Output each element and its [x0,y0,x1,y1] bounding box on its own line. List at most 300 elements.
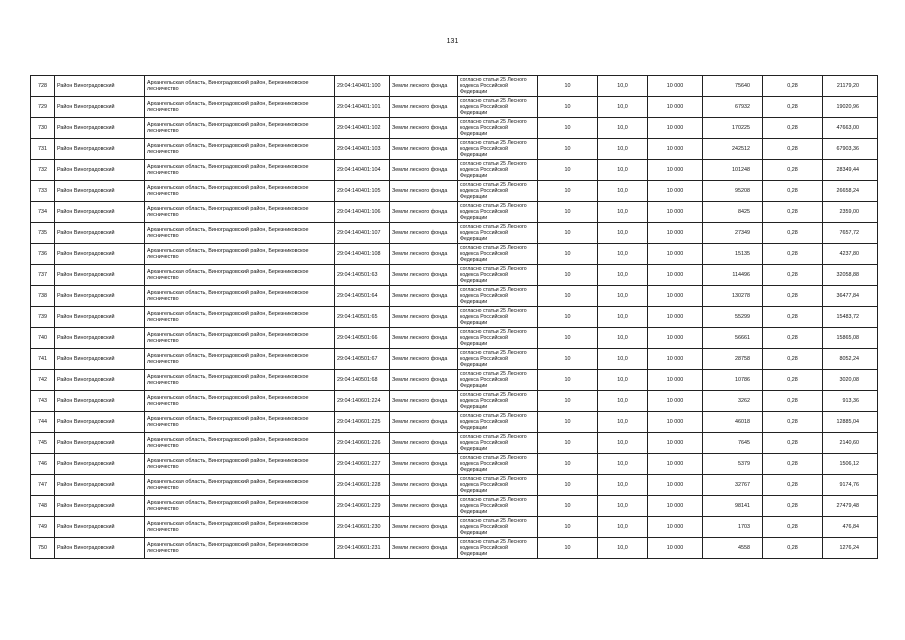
sum-cell: 913,36 [823,391,878,412]
table-row [31,265,878,286]
sum-cell: 19020,96 [823,97,878,118]
table-row [31,139,878,160]
legal-basis-cell: согласно статьи 25 Лесного кодекса Российской Федерации [458,160,538,181]
value-cell-3: 10 000 [648,97,703,118]
land-registry-table [30,75,878,559]
rate-cell: 0,28 [763,475,823,496]
region-cell: Район Виноградовский [55,118,145,139]
value-cell-2: 10,0 [598,475,648,496]
area-cell: 98141 [703,496,763,517]
legal-basis-cell: согласно статьи 25 Лесного кодекса Российской Федерации [458,391,538,412]
legal-basis-cell: согласно статьи 25 Лесного кодекса Российской Федерации [458,454,538,475]
row-number: 748 [31,496,55,517]
sum-cell: 1506,12 [823,454,878,475]
rate-cell: 0,28 [763,517,823,538]
value-cell-2: 10,0 [598,370,648,391]
table-row [31,223,878,244]
value-cell-2: 10,0 [598,97,648,118]
table-row [31,496,878,517]
value-cell-1: 10 [538,139,598,160]
cadastral-number-cell: 29:04:140401:107 [335,223,390,244]
cadastral-number-cell: 29:04:140601:226 [335,433,390,454]
row-number: 729 [31,97,55,118]
sum-cell: 9174,76 [823,475,878,496]
value-cell-2: 10,0 [598,391,648,412]
row-number: 739 [31,307,55,328]
row-number: 730 [31,118,55,139]
land-category-cell: Земли лесного фонда [390,265,458,286]
sum-cell: 2359,00 [823,202,878,223]
rate-cell: 0,28 [763,97,823,118]
region-cell: Район Виноградовский [55,349,145,370]
region-cell: Район Виноградовский [55,370,145,391]
value-cell-3: 10 000 [648,265,703,286]
value-cell-3: 10 000 [648,391,703,412]
legal-basis-cell: согласно статьи 25 Лесного кодекса Российской Федерации [458,517,538,538]
legal-basis-cell: согласно статьи 25 Лесного кодекса Российской Федерации [458,244,538,265]
region-cell: Район Виноградовский [55,181,145,202]
area-cell: 75640 [703,76,763,97]
value-cell-1: 10 [538,517,598,538]
row-number: 737 [31,265,55,286]
rate-cell: 0,28 [763,160,823,181]
value-cell-3: 10 000 [648,286,703,307]
address-cell: Архангельская область, Виноградовский район, Березниковское лесничество [145,202,335,223]
table-row [31,97,878,118]
area-cell: 101248 [703,160,763,181]
rate-cell: 0,28 [763,76,823,97]
rate-cell: 0,28 [763,307,823,328]
value-cell-2: 10,0 [598,118,648,139]
sum-cell: 8052,24 [823,349,878,370]
table-row [31,391,878,412]
legal-basis-cell: согласно статьи 25 Лесного кодекса Российской Федерации [458,286,538,307]
row-number: 728 [31,76,55,97]
sum-cell: 26658,24 [823,181,878,202]
value-cell-1: 10 [538,76,598,97]
rate-cell: 0,28 [763,370,823,391]
sum-cell: 7657,72 [823,223,878,244]
rate-cell: 0,28 [763,223,823,244]
cadastral-number-cell: 29:04:140501:64 [335,286,390,307]
value-cell-2: 10,0 [598,76,648,97]
legal-basis-cell: согласно статьи 25 Лесного кодекса Российской Федерации [458,97,538,118]
region-cell: Район Виноградовский [55,97,145,118]
legal-basis-cell: согласно статьи 25 Лесного кодекса Российской Федерации [458,412,538,433]
sum-cell: 12885,04 [823,412,878,433]
area-cell: 55299 [703,307,763,328]
legal-basis-cell: согласно статьи 25 Лесного кодекса Российской Федерации [458,328,538,349]
area-cell: 130278 [703,286,763,307]
value-cell-3: 10 000 [648,475,703,496]
land-category-cell: Земли лесного фонда [390,349,458,370]
land-category-cell: Земли лесного фонда [390,412,458,433]
region-cell: Район Виноградовский [55,139,145,160]
address-cell: Архангельская область, Виноградовский район, Березниковское лесничество [145,286,335,307]
sum-cell: 3020,08 [823,370,878,391]
value-cell-1: 10 [538,349,598,370]
legal-basis-cell: согласно статьи 25 Лесного кодекса Российской Федерации [458,307,538,328]
table-row [31,433,878,454]
land-category-cell: Земли лесного фонда [390,97,458,118]
address-cell: Архангельская область, Виноградовский район, Березниковское лесничество [145,181,335,202]
row-number: 743 [31,391,55,412]
value-cell-2: 10,0 [598,433,648,454]
value-cell-1: 10 [538,160,598,181]
legal-basis-cell: согласно статьи 25 Лесного кодекса Российской Федерации [458,223,538,244]
cadastral-number-cell: 29:04:140401:108 [335,244,390,265]
table-body [31,76,878,559]
region-cell: Район Виноградовский [55,454,145,475]
value-cell-3: 10 000 [648,76,703,97]
table-row [31,475,878,496]
value-cell-1: 10 [538,286,598,307]
region-cell: Район Виноградовский [55,286,145,307]
area-cell: 5379 [703,454,763,475]
rate-cell: 0,28 [763,349,823,370]
value-cell-2: 10,0 [598,496,648,517]
land-category-cell: Земли лесного фонда [390,223,458,244]
sum-cell: 27479,48 [823,496,878,517]
area-cell: 3262 [703,391,763,412]
sum-cell: 67903,36 [823,139,878,160]
legal-basis-cell: согласно статьи 25 Лесного кодекса Российской Федерации [458,181,538,202]
region-cell: Район Виноградовский [55,517,145,538]
area-cell: 8425 [703,202,763,223]
value-cell-1: 10 [538,307,598,328]
value-cell-3: 10 000 [648,538,703,559]
value-cell-1: 10 [538,118,598,139]
value-cell-3: 10 000 [648,433,703,454]
legal-basis-cell: согласно статьи 25 Лесного кодекса Российской Федерации [458,202,538,223]
legal-basis-cell: согласно статьи 25 Лесного кодекса Российской Федерации [458,76,538,97]
land-category-cell: Земли лесного фонда [390,517,458,538]
region-cell: Район Виноградовский [55,76,145,97]
area-cell: 1703 [703,517,763,538]
sum-cell: 32058,88 [823,265,878,286]
row-number: 740 [31,328,55,349]
value-cell-1: 10 [538,181,598,202]
legal-basis-cell: согласно статьи 25 Лесного кодекса Российской Федерации [458,433,538,454]
region-cell: Район Виноградовский [55,496,145,517]
sum-cell: 47663,00 [823,118,878,139]
address-cell: Архангельская область, Виноградовский район, Березниковское лесничество [145,223,335,244]
sum-cell: 1276,24 [823,538,878,559]
row-number: 735 [31,223,55,244]
row-number: 746 [31,454,55,475]
cadastral-number-cell: 29:04:140601:228 [335,475,390,496]
table-row [31,76,878,97]
value-cell-2: 10,0 [598,160,648,181]
cadastral-number-cell: 29:04:140601:225 [335,412,390,433]
address-cell: Архангельская область, Виноградовский район, Березниковское лесничество [145,454,335,475]
area-cell: 4558 [703,538,763,559]
value-cell-3: 10 000 [648,307,703,328]
value-cell-2: 10,0 [598,202,648,223]
land-category-cell: Земли лесного фонда [390,454,458,475]
sum-cell: 15483,72 [823,307,878,328]
value-cell-3: 10 000 [648,160,703,181]
address-cell: Архангельская область, Виноградовский район, Березниковское лесничество [145,517,335,538]
legal-basis-cell: согласно статьи 25 Лесного кодекса Российской Федерации [458,475,538,496]
legal-basis-cell: согласно статьи 25 Лесного кодекса Российской Федерации [458,538,538,559]
value-cell-2: 10,0 [598,454,648,475]
land-category-cell: Земли лесного фонда [390,160,458,181]
value-cell-2: 10,0 [598,538,648,559]
value-cell-3: 10 000 [648,118,703,139]
land-category-cell: Земли лесного фонда [390,202,458,223]
table-row [31,244,878,265]
address-cell: Архангельская область, Виноградовский район, Березниковское лесничество [145,76,335,97]
area-cell: 46018 [703,412,763,433]
value-cell-3: 10 000 [648,496,703,517]
row-number: 745 [31,433,55,454]
row-number: 736 [31,244,55,265]
region-cell: Район Виноградовский [55,223,145,244]
value-cell-1: 10 [538,454,598,475]
cadastral-number-cell: 29:04:140401:105 [335,181,390,202]
table-row [31,454,878,475]
land-category-cell: Земли лесного фонда [390,307,458,328]
address-cell: Архангельская область, Виноградовский район, Березниковское лесничество [145,328,335,349]
address-cell: Архангельская область, Виноградовский район, Березниковское лесничество [145,139,335,160]
area-cell: 242512 [703,139,763,160]
row-number: 733 [31,181,55,202]
address-cell: Архангельская область, Виноградовский район, Березниковское лесничество [145,433,335,454]
legal-basis-cell: согласно статьи 25 Лесного кодекса Российской Федерации [458,349,538,370]
address-cell: Архангельская область, Виноградовский район, Березниковское лесничество [145,475,335,496]
value-cell-2: 10,0 [598,328,648,349]
value-cell-1: 10 [538,244,598,265]
value-cell-2: 10,0 [598,349,648,370]
value-cell-3: 10 000 [648,412,703,433]
sum-cell: 2140,60 [823,433,878,454]
value-cell-1: 10 [538,433,598,454]
cadastral-number-cell: 29:04:140501:65 [335,307,390,328]
row-number: 749 [31,517,55,538]
row-number: 732 [31,160,55,181]
land-category-cell: Земли лесного фонда [390,496,458,517]
value-cell-1: 10 [538,496,598,517]
value-cell-3: 10 000 [648,517,703,538]
sum-cell: 21179,20 [823,76,878,97]
value-cell-2: 10,0 [598,181,648,202]
table-row [31,118,878,139]
rate-cell: 0,28 [763,118,823,139]
address-cell: Архангельская область, Виноградовский район, Березниковское лесничество [145,349,335,370]
sum-cell: 4237,80 [823,244,878,265]
area-cell: 170225 [703,118,763,139]
region-cell: Район Виноградовский [55,433,145,454]
cadastral-number-cell: 29:04:140601:224 [335,391,390,412]
land-category-cell: Земли лесного фонда [390,475,458,496]
row-number: 744 [31,412,55,433]
area-cell: 32767 [703,475,763,496]
land-category-cell: Земли лесного фонда [390,76,458,97]
cadastral-number-cell: 29:04:140501:68 [335,370,390,391]
rate-cell: 0,28 [763,391,823,412]
value-cell-2: 10,0 [598,223,648,244]
address-cell: Архангельская область, Виноградовский район, Березниковское лесничество [145,97,335,118]
sum-cell: 36477,84 [823,286,878,307]
value-cell-3: 10 000 [648,244,703,265]
land-category-cell: Земли лесного фонда [390,433,458,454]
land-category-cell: Земли лесного фонда [390,139,458,160]
value-cell-2: 10,0 [598,517,648,538]
cadastral-number-cell: 29:04:140401:100 [335,76,390,97]
address-cell: Архангельская область, Виноградовский район, Березниковское лесничество [145,370,335,391]
value-cell-1: 10 [538,265,598,286]
row-number: 731 [31,139,55,160]
row-number: 741 [31,349,55,370]
row-number: 734 [31,202,55,223]
cadastral-number-cell: 29:04:140401:103 [335,139,390,160]
table-row [31,538,878,559]
cadastral-number-cell: 29:04:140601:231 [335,538,390,559]
address-cell: Архангельская область, Виноградовский район, Березниковское лесничество [145,391,335,412]
value-cell-1: 10 [538,223,598,244]
legal-basis-cell: согласно статьи 25 Лесного кодекса Российской Федерации [458,265,538,286]
value-cell-2: 10,0 [598,139,648,160]
value-cell-3: 10 000 [648,223,703,244]
land-category-cell: Земли лесного фонда [390,370,458,391]
area-cell: 114496 [703,265,763,286]
region-cell: Район Виноградовский [55,160,145,181]
rate-cell: 0,28 [763,328,823,349]
land-category-cell: Земли лесного фонда [390,244,458,265]
cadastral-number-cell: 29:04:140601:229 [335,496,390,517]
page-number: 131 [446,38,459,45]
row-number: 750 [31,538,55,559]
value-cell-3: 10 000 [648,202,703,223]
table-row [31,307,878,328]
rate-cell: 0,28 [763,286,823,307]
row-number: 742 [31,370,55,391]
rate-cell: 0,28 [763,538,823,559]
sum-cell: 28349,44 [823,160,878,181]
area-cell: 7645 [703,433,763,454]
address-cell: Архангельская область, Виноградовский район, Березниковское лесничество [145,412,335,433]
cadastral-number-cell: 29:04:140401:101 [335,97,390,118]
area-cell: 67932 [703,97,763,118]
sum-cell: 15865,08 [823,328,878,349]
value-cell-3: 10 000 [648,328,703,349]
region-cell: Район Виноградовский [55,391,145,412]
value-cell-1: 10 [538,412,598,433]
address-cell: Архангельская область, Виноградовский район, Березниковское лесничество [145,538,335,559]
table-row [31,286,878,307]
table-row [31,349,878,370]
rate-cell: 0,28 [763,454,823,475]
value-cell-1: 10 [538,370,598,391]
legal-basis-cell: согласно статьи 25 Лесного кодекса Российской Федерации [458,370,538,391]
value-cell-2: 10,0 [598,286,648,307]
land-category-cell: Земли лесного фонда [390,328,458,349]
rate-cell: 0,28 [763,181,823,202]
region-cell: Район Виноградовский [55,307,145,328]
address-cell: Архангельская область, Виноградовский район, Березниковское лесничество [145,496,335,517]
value-cell-1: 10 [538,475,598,496]
region-cell: Район Виноградовский [55,538,145,559]
table-row [31,370,878,391]
land-category-cell: Земли лесного фонда [390,391,458,412]
area-cell: 15135 [703,244,763,265]
land-category-cell: Земли лесного фонда [390,181,458,202]
rate-cell: 0,28 [763,412,823,433]
cadastral-number-cell: 29:04:140501:67 [335,349,390,370]
value-cell-2: 10,0 [598,244,648,265]
rate-cell: 0,28 [763,202,823,223]
cadastral-number-cell: 29:04:140601:227 [335,454,390,475]
value-cell-2: 10,0 [598,412,648,433]
rate-cell: 0,28 [763,265,823,286]
address-cell: Архангельская область, Виноградовский район, Березниковское лесничество [145,307,335,328]
table-row [31,412,878,433]
sum-cell: 476,84 [823,517,878,538]
region-cell: Район Виноградовский [55,244,145,265]
area-cell: 56661 [703,328,763,349]
table-row [31,328,878,349]
area-cell: 28758 [703,349,763,370]
rate-cell: 0,28 [763,244,823,265]
address-cell: Архангельская область, Виноградовский район, Березниковское лесничество [145,244,335,265]
value-cell-2: 10,0 [598,265,648,286]
value-cell-1: 10 [538,202,598,223]
value-cell-3: 10 000 [648,454,703,475]
value-cell-3: 10 000 [648,139,703,160]
value-cell-1: 10 [538,538,598,559]
cadastral-number-cell: 29:04:140401:102 [335,118,390,139]
rate-cell: 0,28 [763,496,823,517]
cadastral-number-cell: 29:04:140501:66 [335,328,390,349]
rate-cell: 0,28 [763,139,823,160]
rate-cell: 0,28 [763,433,823,454]
value-cell-2: 10,0 [598,307,648,328]
land-category-cell: Земли лесного фонда [390,286,458,307]
area-cell: 10786 [703,370,763,391]
cadastral-number-cell: 29:04:140501:63 [335,265,390,286]
address-cell: Архангельская область, Виноградовский район, Березниковское лесничество [145,160,335,181]
table-row [31,517,878,538]
region-cell: Район Виноградовский [55,475,145,496]
row-number: 747 [31,475,55,496]
land-category-cell: Земли лесного фонда [390,538,458,559]
cadastral-number-cell: 29:04:140401:106 [335,202,390,223]
legal-basis-cell: согласно статьи 25 Лесного кодекса Российской Федерации [458,139,538,160]
value-cell-1: 10 [538,391,598,412]
value-cell-3: 10 000 [648,349,703,370]
value-cell-1: 10 [538,97,598,118]
table-row [31,181,878,202]
area-cell: 27349 [703,223,763,244]
legal-basis-cell: согласно статьи 25 Лесного кодекса Российской Федерации [458,118,538,139]
region-cell: Район Виноградовский [55,412,145,433]
legal-basis-cell: согласно статьи 25 Лесного кодекса Российской Федерации [458,496,538,517]
address-cell: Архангельская область, Виноградовский район, Березниковское лесничество [145,265,335,286]
region-cell: Район Виноградовский [55,265,145,286]
table-row [31,160,878,181]
area-cell: 95208 [703,181,763,202]
row-number: 738 [31,286,55,307]
cadastral-number-cell: 29:04:140401:104 [335,160,390,181]
land-category-cell: Земли лесного фонда [390,118,458,139]
table-row [31,202,878,223]
region-cell: Район Виноградовский [55,202,145,223]
value-cell-3: 10 000 [648,181,703,202]
value-cell-1: 10 [538,328,598,349]
region-cell: Район Виноградовский [55,328,145,349]
value-cell-3: 10 000 [648,370,703,391]
